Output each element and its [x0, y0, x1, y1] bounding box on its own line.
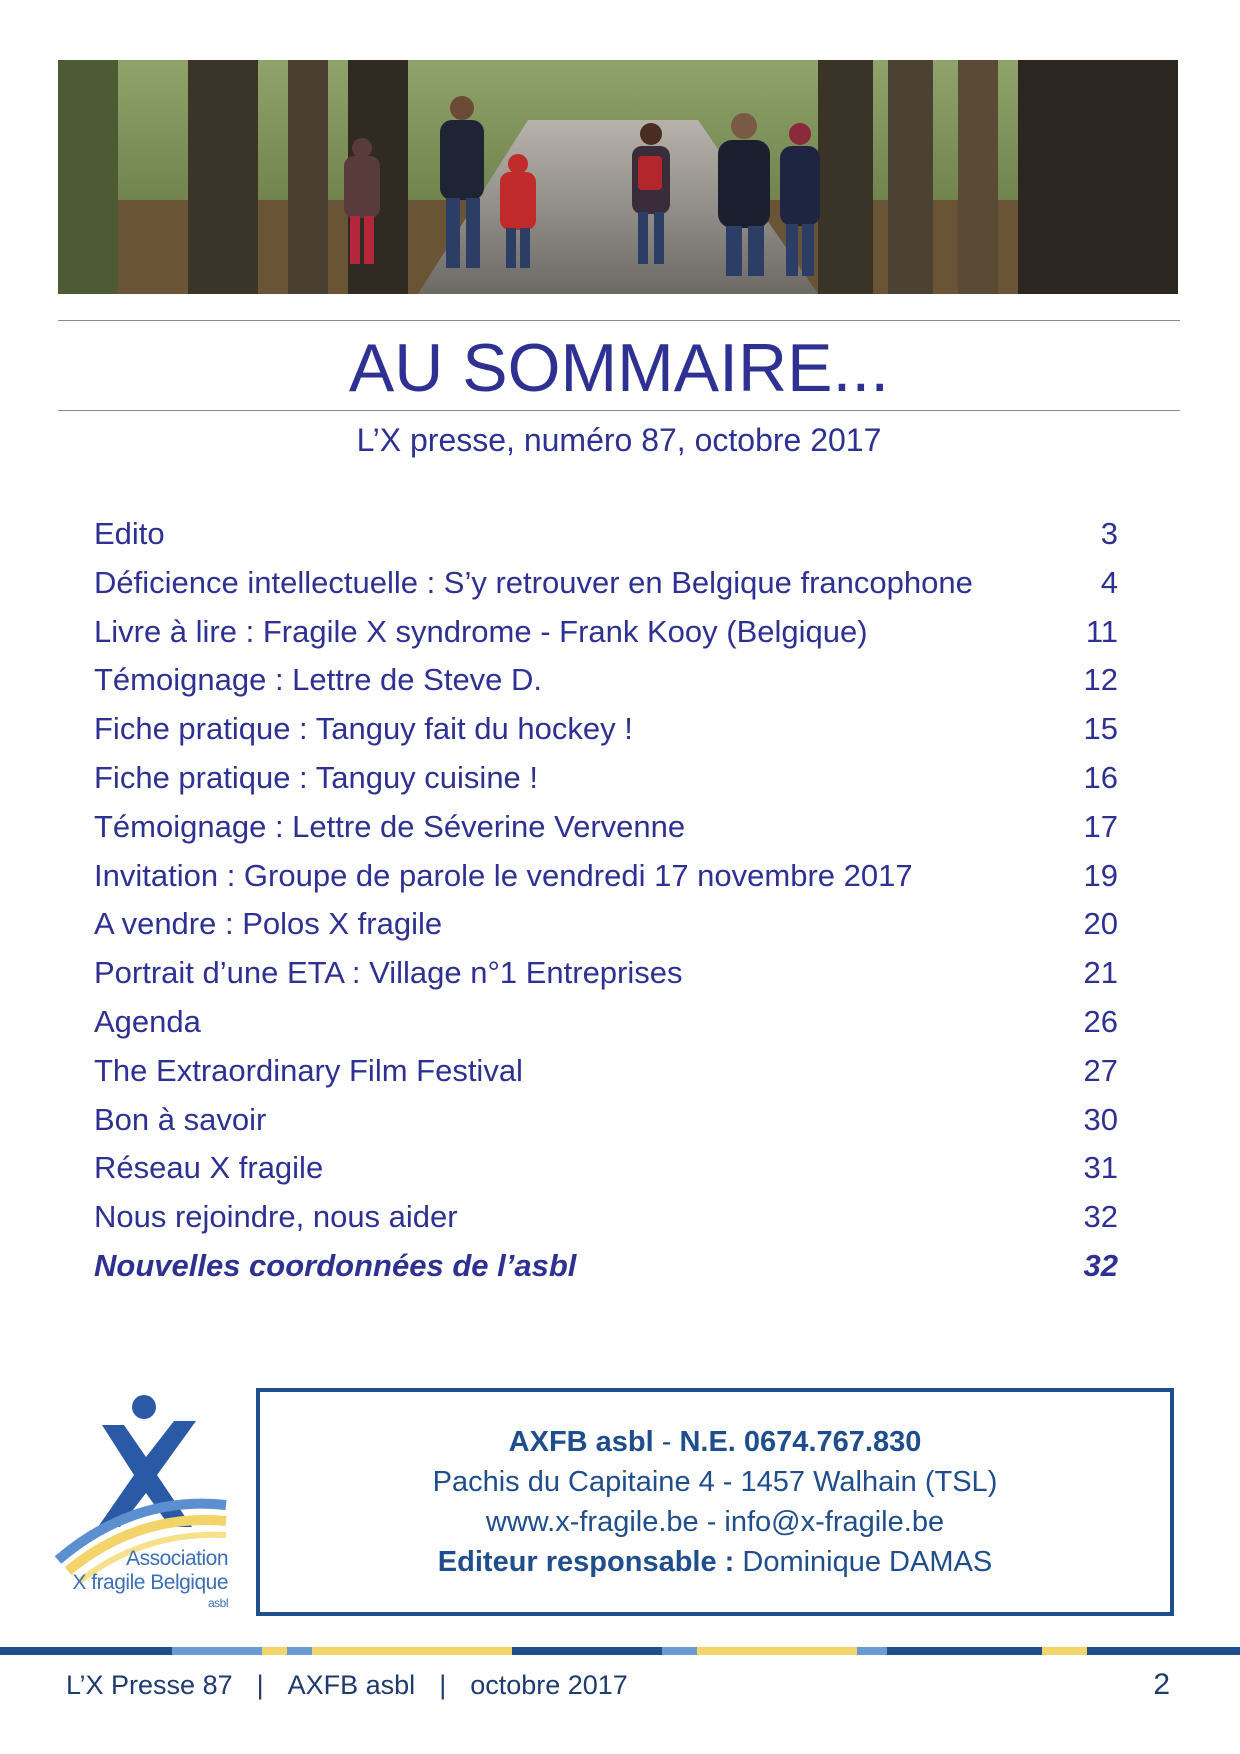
toc-label: Edito	[94, 516, 165, 551]
toc-row[interactable]	[94, 608, 1118, 657]
toc-label: A vendre : Polos X fragile	[94, 906, 443, 942]
toc-label: Nouvelles coordonnées de l’asbl	[94, 1247, 577, 1283]
page-title: AU SOMMAIRE...	[348, 330, 890, 406]
toc-page: 3	[1100, 516, 1118, 551]
toc-row[interactable]	[94, 1047, 1118, 1096]
footer-sep: |	[439, 1670, 447, 1700]
toc-page: 20	[1083, 906, 1118, 942]
org-line	[509, 1422, 922, 1462]
page-footer	[66, 1665, 1180, 1705]
footer-sep: |	[256, 1670, 264, 1700]
toc-row[interactable]	[94, 1193, 1118, 1242]
footer-issue: L’X Presse 87	[66, 1670, 233, 1700]
toc-row[interactable]	[94, 559, 1118, 608]
toc-row[interactable]	[94, 1144, 1118, 1193]
toc-row[interactable]	[94, 803, 1118, 852]
toc-row[interactable]	[94, 510, 1118, 559]
toc-row[interactable]	[94, 656, 1118, 705]
footer-org: AXFB asbl	[287, 1670, 416, 1700]
toc-label: Portrait d’une ETA : Village n°1 Entreprises	[94, 955, 683, 991]
toc-page: 31	[1083, 1150, 1118, 1186]
toc-page: 11	[1085, 613, 1118, 649]
toc-page: 16	[1083, 759, 1118, 795]
logo-line-1: Association	[126, 1547, 228, 1570]
toc-page: 30	[1083, 1101, 1118, 1137]
title-rule-bottom	[58, 410, 1180, 411]
toc-label: Fiche pratique : Tanguy fait du hockey !	[94, 711, 633, 747]
logo-line-2: X fragile Belgique	[72, 1571, 228, 1594]
toc-page: 26	[1083, 1003, 1118, 1039]
footer-color-bar	[0, 1647, 1240, 1655]
toc-page: 32	[1083, 1247, 1118, 1283]
footer-date: octobre 2017	[470, 1670, 628, 1700]
org-ne: N.E. 0674.767.830	[679, 1426, 922, 1458]
toc-page: 27	[1083, 1052, 1118, 1088]
contact-line[interactable]: www.x-fragile.be - info@x-fragile.be	[485, 1506, 945, 1538]
editor-line	[438, 1542, 992, 1582]
toc-label: Agenda	[94, 1003, 201, 1039]
toc-page: 12	[1083, 662, 1118, 698]
editor-label: Editeur responsable :	[437, 1546, 735, 1578]
toc-page: 19	[1083, 857, 1118, 893]
toc-label: Réseau X fragile	[94, 1150, 324, 1186]
toc-row[interactable]	[94, 852, 1118, 901]
org-name: AXFB asbl	[508, 1426, 654, 1458]
toc-row[interactable]	[94, 998, 1118, 1047]
toc-label: Déficience intellectuelle : S’y retrouver en Belgique francophone	[94, 564, 973, 600]
editor-name: Dominique DAMAS	[742, 1546, 993, 1578]
address-line: Pachis du Capitaine 4 - 1457 Walhain (TSL)	[432, 1466, 998, 1498]
toc-label: Bon à savoir	[94, 1101, 267, 1137]
page-number: 2	[1153, 1668, 1170, 1701]
toc-row[interactable]	[94, 949, 1118, 998]
toc-row-highlight[interactable]	[94, 1242, 1118, 1291]
toc-page: 32	[1083, 1199, 1118, 1235]
toc-row[interactable]	[94, 1096, 1118, 1145]
toc-label: Livre à lire : Fragile X syndrome - Frank Kooy (Belgique)	[94, 613, 868, 649]
toc-page: 17	[1083, 808, 1118, 844]
toc-page: 15	[1083, 711, 1118, 747]
toc-label: Témoignage : Lettre de Séverine Vervenne	[94, 808, 686, 844]
publisher-info-box	[256, 1388, 1174, 1616]
toc-row[interactable]	[94, 754, 1118, 803]
toc-label: Témoignage : Lettre de Steve D.	[94, 662, 543, 698]
toc-label: The Extraordinary Film Festival	[94, 1052, 523, 1088]
table-of-contents	[94, 510, 1118, 1291]
toc-row[interactable]	[94, 705, 1118, 754]
org-sep: -	[653, 1426, 680, 1458]
toc-label: Nous rejoindre, nous aider	[94, 1199, 458, 1235]
issue-subtitle: L’X presse, numéro 87, octobre 2017	[356, 422, 882, 458]
toc-label: Invitation : Groupe de parole le vendredi 17 novembre 2017	[94, 857, 913, 893]
toc-page: 4	[1100, 564, 1118, 600]
toc-row[interactable]	[94, 900, 1118, 949]
toc-label: Fiche pratique : Tanguy cuisine !	[94, 759, 539, 795]
header-photo	[58, 60, 1178, 294]
toc-page: 21	[1083, 955, 1118, 991]
title-rule-top	[58, 320, 1180, 321]
logo-line-3: asbl	[207, 1596, 228, 1610]
